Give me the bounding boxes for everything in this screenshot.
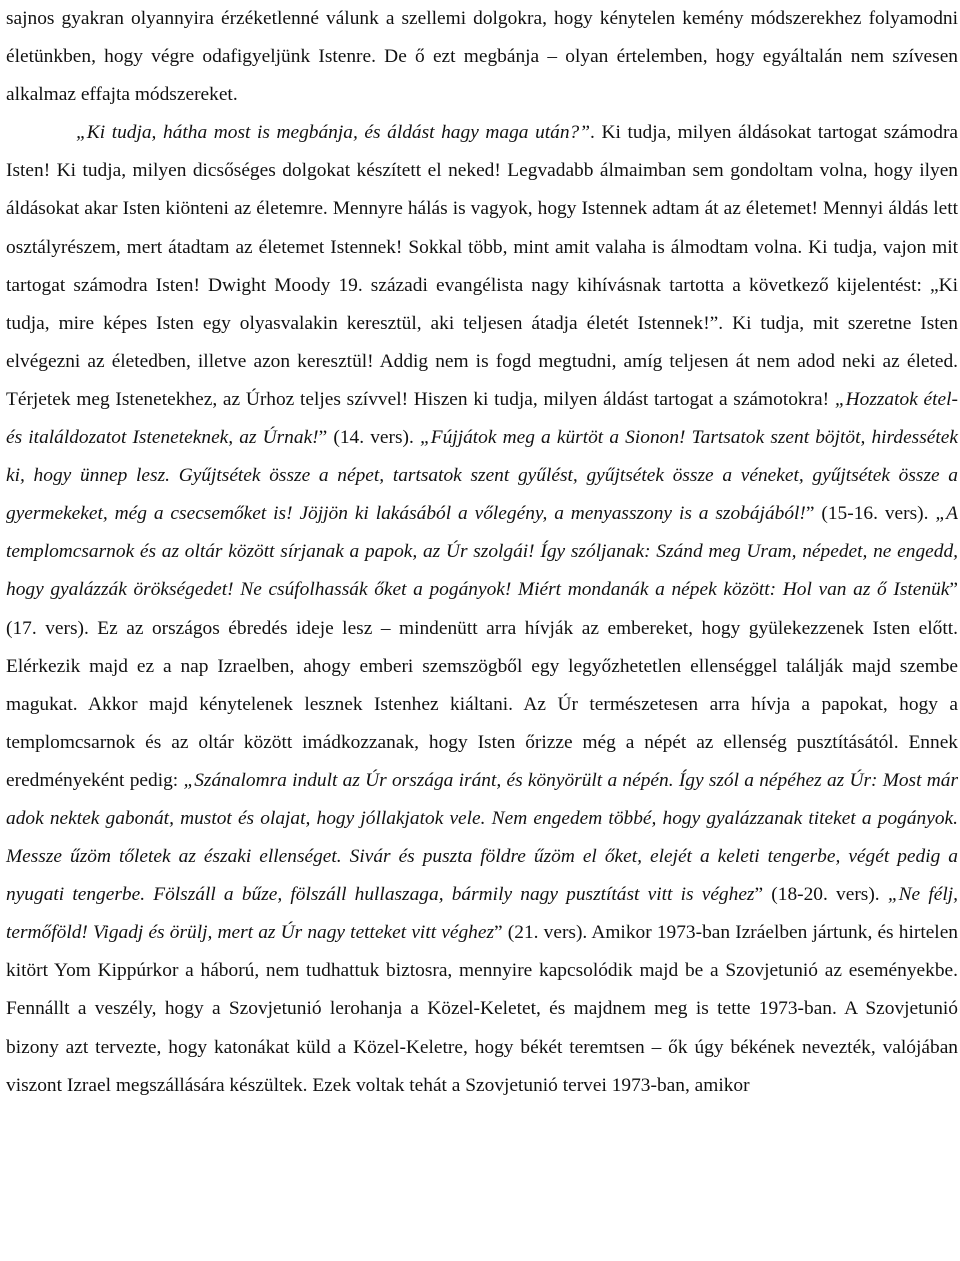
body-text-3: ” (15-16. vers). bbox=[805, 503, 936, 525]
quote-verse-14: „Hozzatok étel-és italáldozatot Isteneteknek, az Úrnak! bbox=[6, 388, 958, 449]
quote-verse-21: „Ne félj, termőföld! Vigadj és örülj, mert az Úr nagy tetteket vitt véghez bbox=[6, 884, 958, 944]
quote-megbanja: „Ki tudja, hátha most is megbánja, és áldást hagy maga után?” bbox=[76, 122, 591, 144]
body-text-4: ” (17. vers). Ez az országos ébredés ideje lesz – mindenütt arra hívják az embereket, hogy gyülekezzenek Isten előtt. Elérkezik majd ez a nap Izraelben, ahogy emberi szemszögből egy legyőzhetetlen ellenséggel találják majd szembe magukat. Akkor majd kénytelenek lesznek Istenhez kiáltani. Az Úr természetesen arra hívja a papokat, hogy a templomcsarnok és az oltár között imádkozzanak, hogy Isten őrizze még a népét az ellenség pusztításától. Ennek eredményeként pedig: bbox=[6, 579, 958, 791]
quote-verse-18-20: „Szánalomra indult az Úr országa iránt, és könyörült a népén. Így szól a népéhez az Úr: Most már adok nektek gabonát, mustot és olajat, hogy jóllakjatok vele. Nem engedem többé, hogy gyalázzanak titeket a pogányok. Messze űzöm tőletek az északi ellenséget. Sivár és puszta földre űzöm el őket, elejét a keleti tengerbe, végét pedig a nyugati tengerbe. Fölszáll a bűze, fölszáll hullaszaga, bármily nagy pusztítást vitt is véghez bbox=[6, 769, 958, 906]
body-text-2: ” (14. vers). bbox=[318, 427, 420, 449]
body-text-5: ” (18-20. vers). bbox=[754, 884, 888, 906]
body-text-6: ” (21. vers). Amikor 1973-ban Izráelben jártunk, és hirtelen kitört Yom Kippúrkor a háború, nem tudhattuk biztosra, mennyire kapcsolódik majd be a Szovjetunió az eseményekbe. Fennállt a veszély, hogy a Szovjetunió lerohanja a Közel-Keletet, és majdnem meg is tette 1973-ban. A Szovjetunió bizony azt tervezte, hogy katonákat küld a Közel-Keletre, hogy békét teremtsen – ők úgy békének nevezték, valójában viszont Izrael megszállására készültek. Ezek voltak tehát a Szovjetunió tervei 1973-ban, amikor bbox=[6, 922, 958, 1096]
quote-verse-15-16: „Fújjátok meg a kürtöt a Sionon! Tartsatok szent böjtöt, hirdessétek ki, hogy ünnep lesz. Gyűjtsétek össze a népet, tartsatok szent gyűlést, gyűjtsétek össze a véneket, gyűjtsétek össze a gyermekeket, még a csecsemőket is! Jöjjön ki lakásából a vőlegény, a menyasszony is a szobájából! bbox=[6, 427, 958, 525]
paragraph-main bbox=[6, 114, 958, 1104]
quote-verse-17: „A templomcsarnok és az oltár között sírjanak a papok, az Úr szolgái! Így szóljanak: Szánd meg Uram, népedet, ne engedd, hogy gyalázzák örökségedet! Ne csúfolhassák őket a pogányok! Miért mondanák a népek között: Hol van az ő Istenük bbox=[6, 503, 958, 601]
paragraph-intro: sajnos gyakran olyannyira érzéketlenné válunk a szellemi dolgokra, hogy kénytelen kemény módszerekhez folyamodni életünkben, hogy végre odafigyeljünk Istenre. De ő ezt megbánja – olyan értelemben, hogy egyáltalán nem szívesen alkalmaz effajta módszereket. bbox=[6, 8, 958, 106]
body-text-1: . Ki tudja, milyen áldásokat tartogat számodra Isten! Ki tudja, milyen dicsőséges dolgokat készített el neked! Legvadabb álmaimban sem gondoltam volna, hogy ilyen áldásokat akar Isten kiönteni az életemre. Mennyre hálás is vagyok, hogy Istennek adtam át az életemet! Mennyi áldás lett osztályrészem, mert átadtam az életemet Istennek! Sokkal több, mint amit valaha is álmodtam volna. Ki tudja, vajon mit tartogat számodra Isten! Dwight Moody 19. századi evangélista nagy kihívásnak tartotta a következő kijelentést: „Ki tudja, mire képes Isten egy olyasvalakin keresztül, aki teljesen átadja életét Istennek!”. Ki tudja, mit szeretne Isten elvégezni az életedben, illetve azon keresztül! Addig nem is fogd megtudni, amíg teljesen át nem adod neki az életed. Térjetek meg Istenetekhez, az Úrhoz teljes szívvel! Hiszen ki tudja, milyen áldást tartogat a számotokra! bbox=[6, 122, 959, 410]
document-page bbox=[6, 0, 958, 1105]
